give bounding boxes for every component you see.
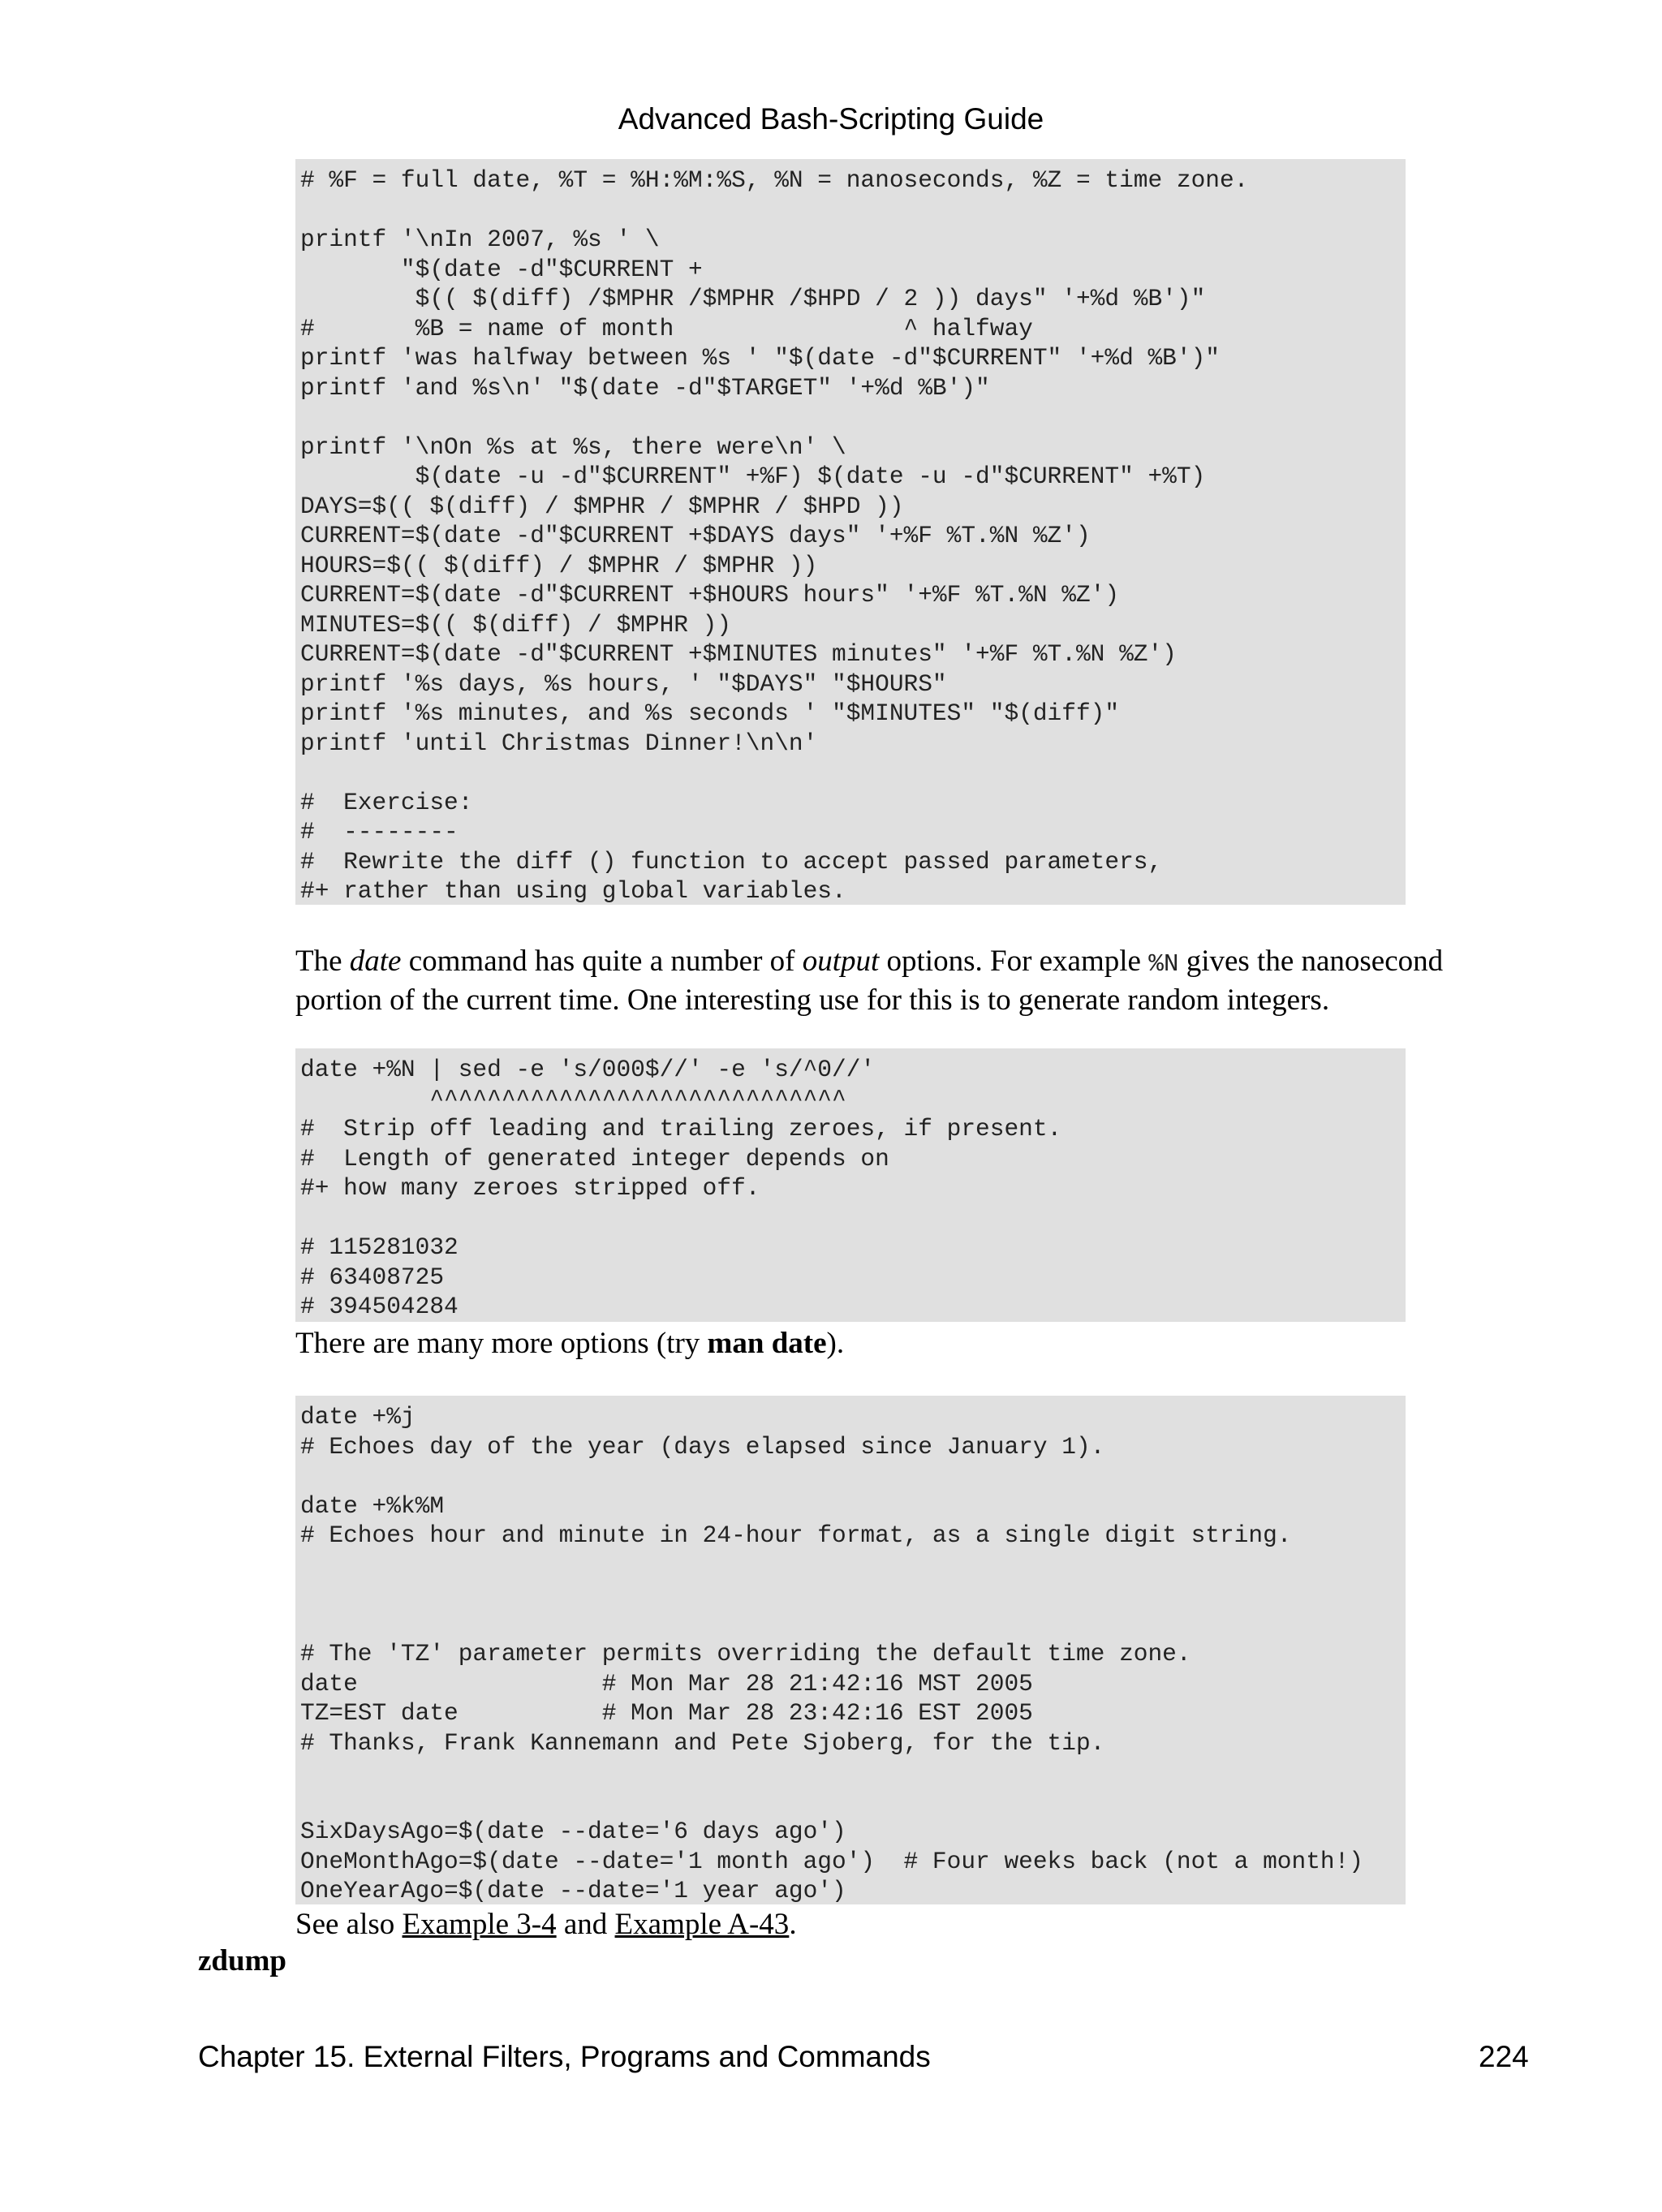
inline-code-percent-n: %N — [1148, 950, 1179, 979]
command-man-date: man date — [707, 1327, 827, 1360]
link-example-3-4[interactable]: Example 3-4 — [402, 1908, 557, 1941]
paragraph-see-also: See also Example 3-4 and Example A-43. — [295, 1908, 797, 1941]
footer-chapter-title: Chapter 15. External Filters, Programs and Commands — [198, 2040, 931, 2073]
code-block-christmas-countdown: # %F = full date, %T = %H:%M:%S, %N = nanoseconds, %Z = time zone. printf '\nIn 2007, %s ' \ "$(date -d"$CURRENT + $(( $(diff) /$MPHR /$MPHR /$HPD / 2 )) days" '+%d %B')" # %B = name of month ^ halfway printf 'was halfway between %s ' "$(date -d"$CURRENT" '+%d %B')" printf 'and %s\n' "$(date -d"$TARGET" '+%d %B')" printf '\nOn %s at %s, there were\n' \ $(date -u -d"$CURRENT" +%F) $(date -u -d"$CURRENT" +%T) DAYS=$(( $(diff) / $MPHR / $MPHR / $HPD )) CURRENT=$(date -d"$CURRENT +$DAYS days" '+%F %T.%N %Z') HOURS=$(( $(diff) / $MPHR / $MPHR )) CURRENT=$(date -d"$CURRENT +$HOURS hours" '+%F %T.%N %Z') MINUTES=$(( $(diff) / $MPHR )) CURRENT=$(date -d"$CURRENT +$MINUTES minutes" '+%F %T.%N %Z') printf '%s days, %s hours, ' "$DAYS" "$HOURS" printf '%s minutes, and %s seconds ' "$MINUTES" "$(diff)" printf 'until Christmas Dinner!\n\n' # Exercise: # -------- # Rewrite the diff () function to accept passed parameters, #+ rather than using global variables. — [295, 159, 1406, 905]
footer-page-number: 224 — [1479, 2040, 1529, 2073]
paragraph-date-output-options: The date command has quite a number of output options. For example %N gives the nanosecond portion of the current time. One interesting use for this is to generate random integers. — [295, 945, 1444, 1017]
emphasis-date: date — [349, 945, 402, 978]
paragraph-more-options: There are many more options (try man date). — [295, 1327, 845, 1360]
emphasis-output: output — [802, 945, 880, 978]
term-zdump: zdump — [198, 1944, 286, 1977]
code-block-random-integers: date +%N | sed -e 's/000$//' -e 's/^0//' ^^^^^^^^^^^^^^^^^^^^^^^^^^^^^ # Strip off leading and trailing zeroes, if present. # Length of generated integer depends on #+ how many zeroes stripped off. # 115281032 # 63408725 # 394504284 — [295, 1048, 1406, 1322]
code-block-date-formats: date +%j # Echoes day of the year (days elapsed since January 1). date +%k%M # Echoes hour and minute in 24-hour format, as a single digit string. # The 'TZ' parameter permits overriding the default time zone. date # Mon Mar 28 21:42:16 MST 2005 TZ=EST date # Mon Mar 28 23:42:16 EST 2005 # Thanks, Frank Kannemann and Pete Sjoberg, for the tip. SixDaysAgo=$(date --date='6 days ago') OneMonthAgo=$(date --date='1 month ago') # Four weeks back (not a month!) OneYearAgo=$(date --date='1 year ago') — [295, 1396, 1406, 1904]
page-header: Advanced Bash-Scripting Guide — [618, 102, 1044, 136]
link-example-a-43[interactable]: Example A-43 — [614, 1908, 790, 1941]
